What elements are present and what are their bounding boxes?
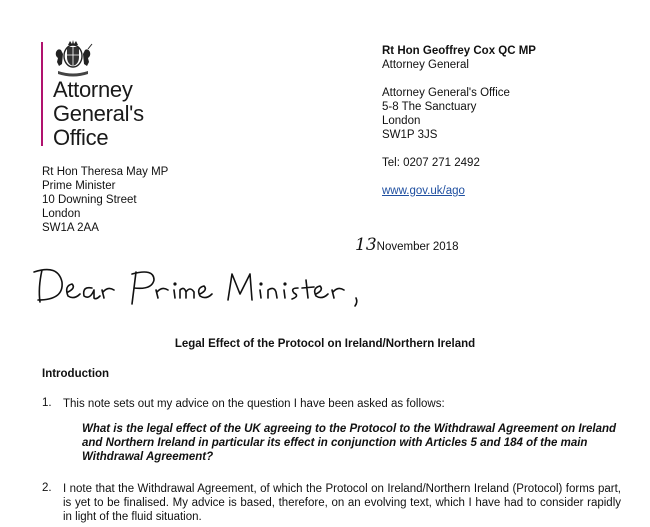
sender-address-line: Attorney General's Office (382, 87, 510, 99)
sender-address-line: 5-8 The Sanctuary (382, 101, 477, 113)
recipient-block (42, 165, 168, 235)
sender-address-line: London (382, 115, 421, 127)
office-name (53, 78, 144, 150)
paragraph-number: 2. (42, 482, 52, 494)
recipient-line: London (42, 208, 81, 220)
brand-accent-bar (41, 42, 43, 146)
office-name-line: Office (53, 125, 109, 150)
office-name-line: Attorney (53, 77, 133, 102)
sender-name: Rt Hon Geoffrey Cox QC MP (382, 45, 536, 57)
recipient-line: Rt Hon Theresa May MP (42, 166, 169, 178)
document-title: Legal Effect of the Protocol on Ireland/Northern Ireland (174, 338, 476, 350)
sender-telephone: Tel: 0207 271 2492 (382, 157, 480, 169)
letter-date (355, 235, 459, 255)
office-name-line: General's (53, 101, 144, 126)
royal-coat-of-arms-icon (52, 40, 94, 78)
date-month-year: November 2018 (376, 241, 459, 253)
section-heading: Introduction (42, 368, 110, 380)
advice-question: What is the legal effect of the UK agreeing to the Protocol to the Withdrawal Agreement on Ireland and Northern Ireland in particular its effect in conjunction with Articles 5 and 184 of the main Withdrawal Agreement? (82, 423, 617, 463)
recipient-line: Prime Minister (42, 180, 116, 192)
paragraph-text: I note that the Withdrawal Agreement, of which the Protocol on Ireland/Northern Ireland (Protocol) forms part, is yet to be finalised. My advice is based, therefore, on an evolving text, which I have had to consider rapidly in light of the fluid situation. (63, 483, 621, 523)
sender-address-line: SW1P 3JS (382, 129, 438, 141)
handwritten-day: 13 (355, 235, 377, 255)
sender-title: Attorney General (382, 59, 469, 71)
handwritten-salutation (28, 262, 368, 310)
paragraph-text: This note sets out my advice on the question I have been asked as follows: (63, 398, 445, 410)
sender-block (382, 44, 536, 198)
website-link[interactable]: www.gov.uk/ago (382, 185, 465, 197)
recipient-line: SW1A 2AA (42, 222, 99, 234)
paragraph-number: 1. (42, 397, 52, 409)
recipient-line: 10 Downing Street (42, 194, 137, 206)
